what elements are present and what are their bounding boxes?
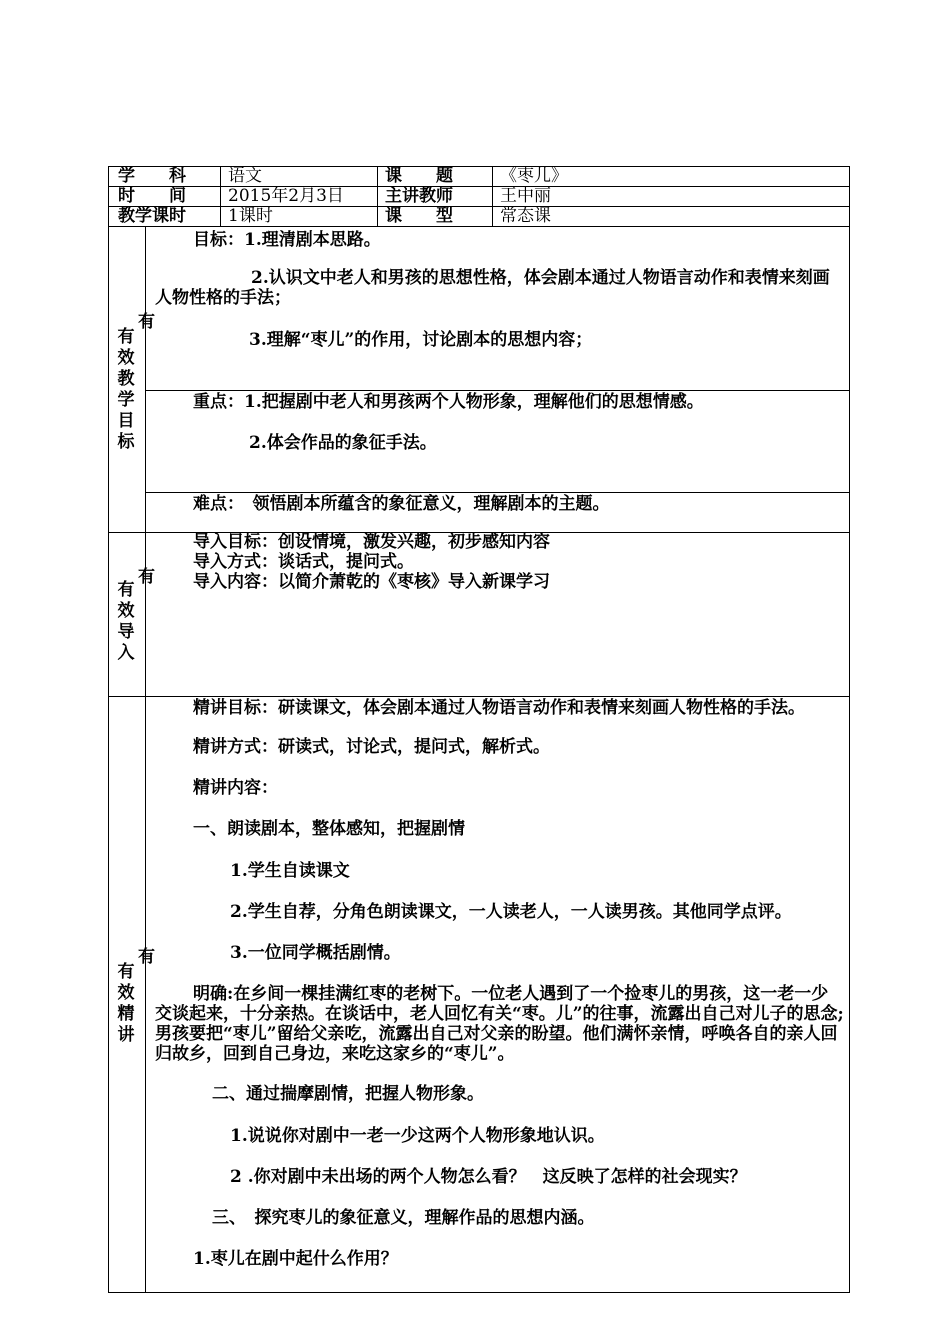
lecture-part-3: 三、 探究枣儿的象征意义，理解作品的思想内涵。 — [212, 1208, 595, 1228]
lecture-part-1: 一、朗读剧本，整体感知，把握剧情 — [193, 819, 465, 839]
table-rule — [108, 696, 850, 697]
lecture-part-3-item-1: 1.枣儿在剧中起什么作用？ — [193, 1249, 398, 1269]
type-value: 常态课 — [500, 206, 551, 226]
goal-1: 目标：1.理清剧本思路。 — [193, 230, 381, 250]
table-border-bottom — [108, 1292, 850, 1293]
table-rule — [145, 390, 850, 391]
lecture-part-1-item-1: 1.学生自读课文 — [230, 861, 350, 881]
lecture-method: 精讲方式：研读式，讨论式，提问式，解析式。 — [193, 737, 550, 757]
table-column-rule — [145, 226, 146, 1293]
lecture-part-2: 二、通过揣摩剧情，把握人物形象。 — [212, 1084, 484, 1104]
intro-section-mark: 有 — [138, 567, 155, 587]
type-label: 课 型 — [385, 206, 453, 226]
lecture-section-mark: 有 — [138, 947, 155, 967]
lecture-part-2-item-2: 2 .你对剧中未出场的两个人物怎么看？ 这反映了怎样的社会现实？ — [230, 1167, 747, 1187]
lecture-section-label: 有效精讲 — [117, 962, 135, 1045]
lecture-clarify: 明确:在乡间一棵挂满红枣的老树下。一位老人遇到了一个捡枣儿的男孩，这一老一少交谈起来，十分亲热。在谈话中，老人回忆有关“枣。儿”的往事，流露出自己对儿子的思念;男孩要把“枣儿”留给父亲吃，流露出自己对父亲的盼望。他们满怀亲情，呼唤各自的亲人回归故乡，回到自己身边，来吃这家乡的“枣儿”。 — [155, 984, 844, 1064]
subject-label: 学 科 — [118, 166, 186, 186]
lecture-part-2-item-1: 1.说说你对剧中一老一少这两个人物形象地认识。 — [230, 1126, 605, 1146]
table-border-right — [849, 166, 850, 1293]
subject-value: 语文 — [228, 166, 262, 186]
time-value: 2015年2月3日 — [228, 186, 344, 206]
topic-value: 《枣儿》 — [500, 166, 568, 186]
lecture-content-label: 精讲内容： — [193, 778, 278, 798]
topic-label: 课 题 — [385, 166, 453, 186]
goals-section-label: 有效教学目标 — [117, 327, 135, 452]
goals-section-mark: 有 — [138, 312, 155, 332]
table-column-rule — [492, 166, 493, 226]
intro-content: 导入内容：以简介萧乾的《枣核》导入新课学习 — [193, 572, 550, 592]
key-point-2: 2.体会作品的象征手法。 — [249, 433, 437, 453]
time-label: 时 间 — [118, 186, 186, 206]
table-column-rule — [377, 166, 378, 226]
lecture-part-1-item-3: 3.一位同学概括剧情。 — [230, 943, 401, 963]
table-column-rule — [220, 166, 221, 226]
teacher-label: 主讲教师 — [385, 186, 453, 206]
table-rule — [145, 492, 850, 493]
intro-method: 导入方式：谈话式，提问式。 — [193, 552, 414, 572]
intro-goal: 导入目标：创设情境，激发兴趣，初步感知内容 — [193, 532, 550, 552]
hours-value: 1课时 — [228, 206, 273, 226]
lecture-part-1-item-2: 2.学生自荐，分角色朗读课文，一人读老人，一人读男孩。其他同学点评。 — [230, 902, 792, 922]
hours-label: 教学课时 — [118, 206, 186, 226]
intro-section-label: 有效导入 — [117, 580, 135, 663]
table-rule — [108, 226, 850, 227]
teacher-value: 王中丽 — [500, 186, 551, 206]
key-point-1: 重点：1.把握剧中老人和男孩两个人物形象，理解他们的思想情感。 — [193, 392, 704, 412]
lecture-goal: 精讲目标：研读课文，体会剧本通过人物语言动作和表情来刻画人物性格的手法。 — [193, 698, 805, 718]
goal-2: 2.认识文中老人和男孩的思想性格，体会剧本通过人物语言动作和表情来刻画人物性格的手法； — [155, 268, 830, 308]
difficulty: 难点： 领悟剧本所蕴含的象征意义，理解剧本的主题。 — [193, 494, 610, 514]
table-border-left — [108, 166, 109, 1293]
goal-3: 3.理解“枣儿”的作用，讨论剧本的思想内容； — [249, 330, 593, 350]
